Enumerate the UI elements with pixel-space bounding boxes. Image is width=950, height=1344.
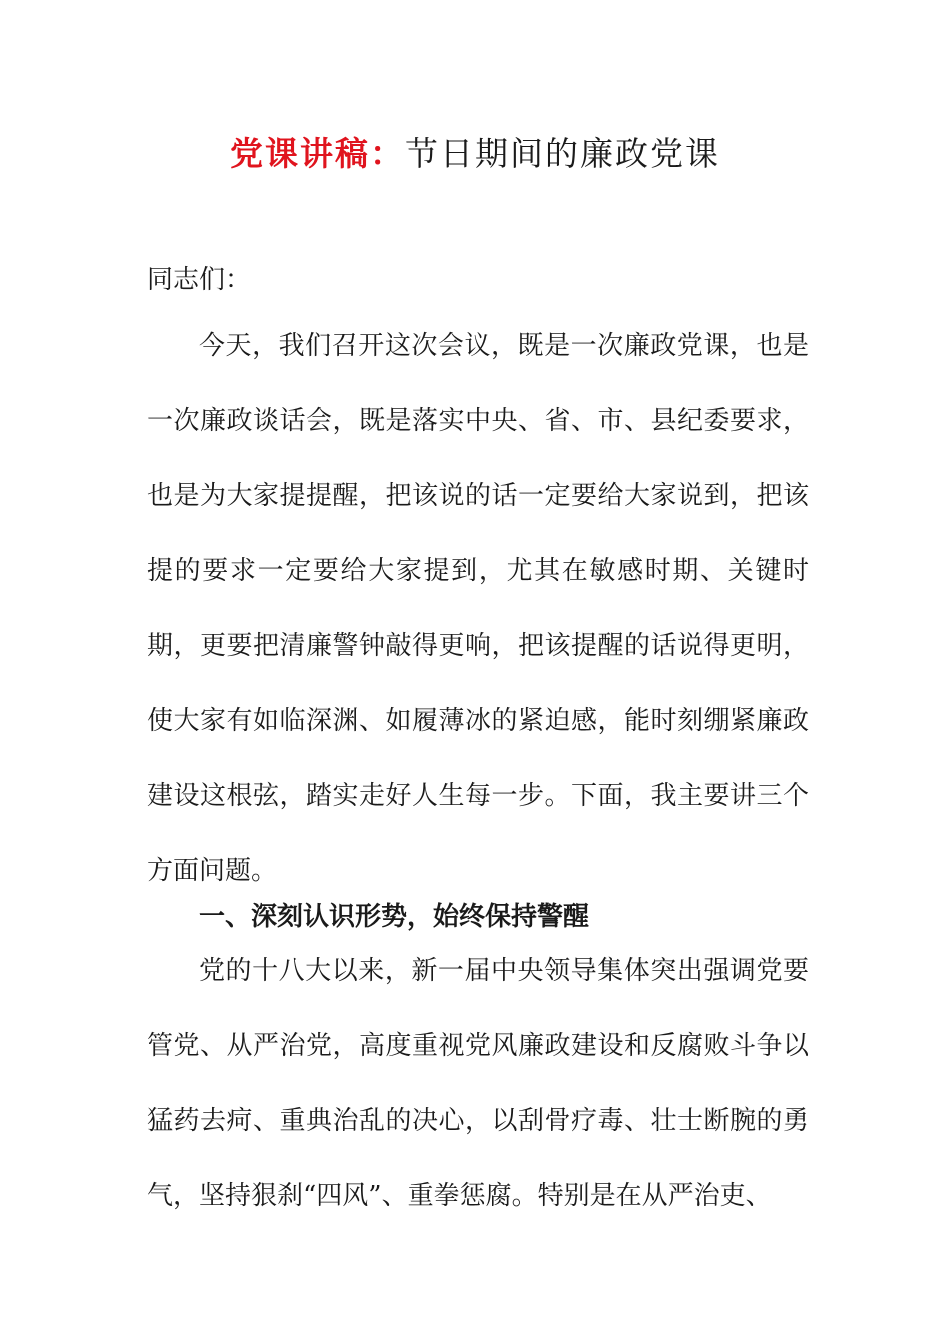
- title-text: 节日期间的廉政党课: [405, 134, 720, 173]
- title-prefix: 党课讲稿：: [230, 134, 405, 173]
- paragraph-section-1: 党的十八大以来，新一届中央领导集体突出强调党要管党、从严治党，高度重视党风廉政建设和反腐败斗争以猛药去疴、重典治乱的决心，以刮骨疗毒、壮士断腕的勇气，坚持狠刹“四风”、重拳惩腐。特别是在从严治吏、: [147, 956, 809, 1211]
- section-heading-1: 一、深刻认识形势，始终保持警醒: [199, 902, 590, 932]
- page-title: [0, 128, 950, 175]
- greeting: 同志们：: [147, 265, 252, 295]
- paragraph-intro: 今天，我们召开这次会议，既是一次廉政党课，也是一次廉政谈话会，既是落实中央、省、市、县纪委要求，也是为大家提提醒，把该说的话一定要给大家说到，把该提的要求一定要给大家提到，尤其在敏感时期、关键时期，更要把清廉警钟敲得更响，把该提醒的话说得更明，使大家有如临深渊、如履薄冰的紧迫感，能时刻绷紧廉政建设这根弦，踏实走好人生每一步。下面，我主要讲三个方面问题。: [147, 331, 809, 886]
